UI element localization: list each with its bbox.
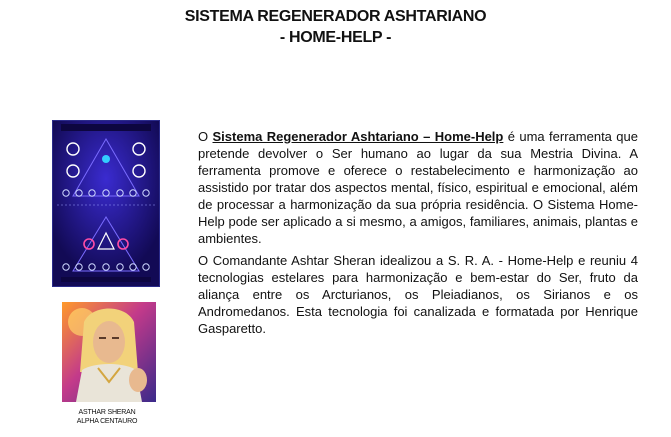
page-header xyxy=(0,6,671,48)
ashtar-sheran-portrait-image xyxy=(62,302,156,402)
page-subtitle: - HOME-HELP - xyxy=(279,29,392,46)
intro-text: é uma ferramenta que pretende devolver o Ser humano ao lugar da sua Mestria Divina. A ferramenta promove e oferece o restabelecimento e harmonização ao assistido por tratar dos aspectos mental, físico, espiritual e emocional, além de processar a harmonização da sua própria residência. O Sistema Home-Help pode ser aplicado a si mesmo, a amigos, familiares, animais, plantas e ambientes. xyxy=(198,129,638,246)
caption-origin: ALPHA CENTAURO xyxy=(76,418,138,425)
main-text xyxy=(198,128,638,342)
system-link[interactable]: Sistema Regenerador Ashtariano – Home-Help xyxy=(212,129,504,144)
portrait-caption xyxy=(52,408,162,426)
poster-graphic xyxy=(53,121,159,286)
sacred-geometry-poster-image xyxy=(52,120,160,287)
history-paragraph: O Comandante Ashtar Sheran idealizou a S. R. A. - Home-Help e reuniu 4 tecnologias estelares para harmonização e bem-estar do Ser, fruto da aliança entre os Arcturianos, os Pleiadianos, os Sirianos e os Andromedanos. Esta tecnologia foi canalizada e formatada por Henrique Gasparetto. xyxy=(198,253,638,336)
intro-paragraph xyxy=(198,128,638,247)
intro-prefix: O xyxy=(198,129,213,144)
caption-name: ASTHAR SHERAN xyxy=(78,409,136,416)
page-title: SISTEMA REGENERADOR ASHTARIANO xyxy=(184,8,487,25)
portrait-graphic xyxy=(62,302,156,402)
